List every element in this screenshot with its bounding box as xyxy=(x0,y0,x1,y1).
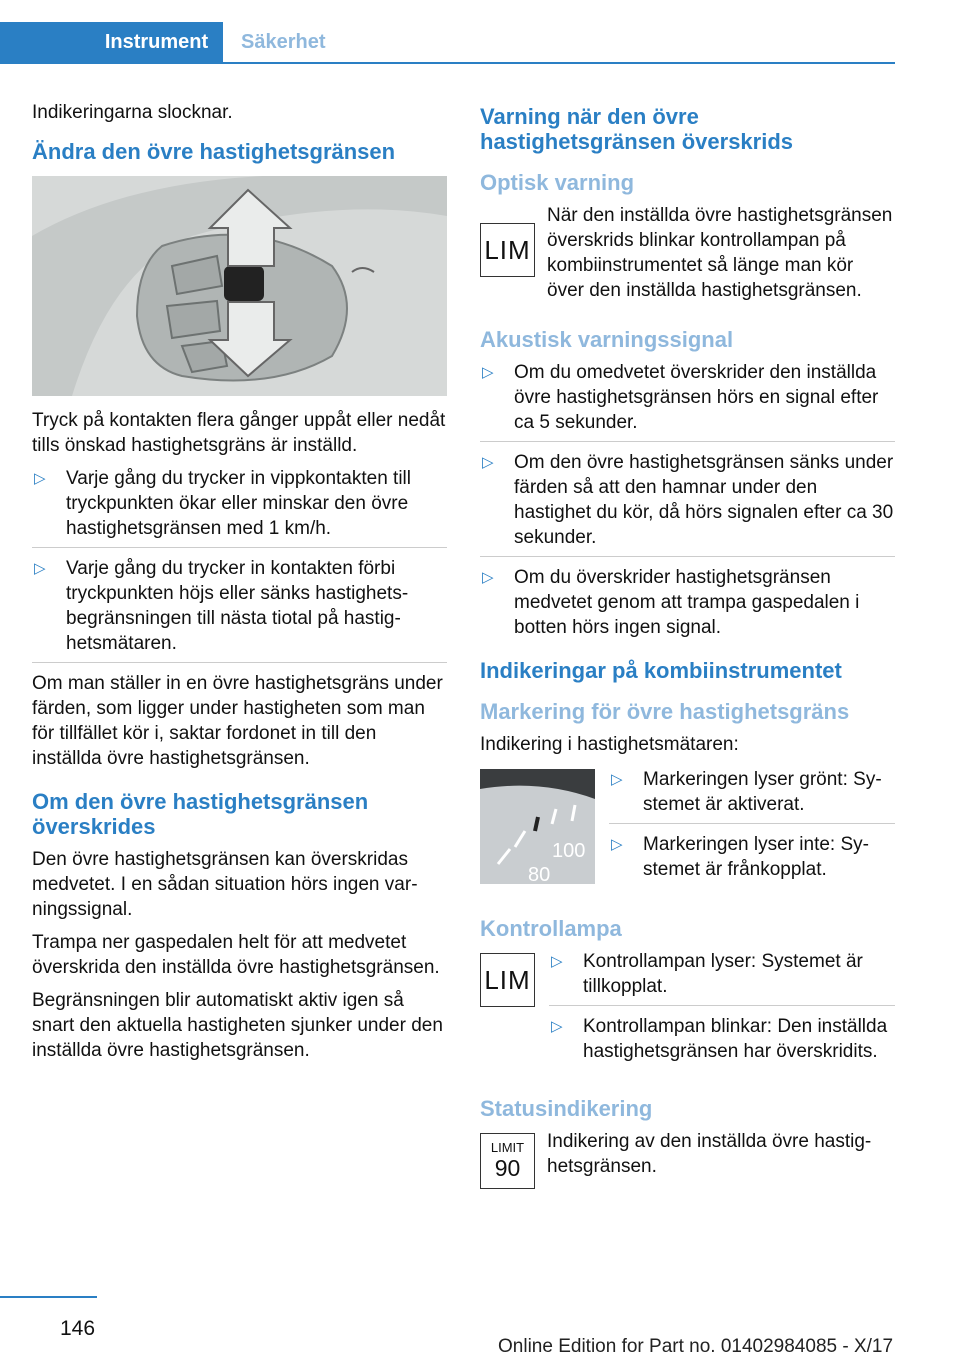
steering-wheel-figure xyxy=(32,176,447,396)
list-item: ▷ Varje gång du trycker in vippkontakten till tryckpunkten ökar eller minskar den övre hastighetsgränsen med 1 km/h. xyxy=(32,466,447,548)
paragraph: Tryck på kontakten flera gånger uppåt eller nedåt tills önskad hastighetsgräns är inställd. xyxy=(32,410,446,456)
list-item: ▷ Kontrollampan lyser: Systemet är tillkopplat. xyxy=(549,949,895,1006)
lim-icon: LIM xyxy=(480,953,535,1007)
paragraph: Indikering av den inställda övre hastighetsgränsen. xyxy=(547,1131,872,1177)
bullet-list xyxy=(549,949,895,1072)
list-item: ▷ Markeringen lyser grönt: Systemet är aktiverat. xyxy=(609,767,895,824)
paragraph: Den övre hastighetsgränsen kan överskridas medvetet. I en sådan situation hörs ingen varningssignal. xyxy=(32,849,418,920)
heading-status: Statusindikering xyxy=(480,1096,653,1121)
footer-rule xyxy=(0,1296,97,1298)
section-tabbar xyxy=(0,22,895,64)
paragraph: Indikeringarna slocknar. xyxy=(32,102,233,123)
heading-exceed: Om den övre hastighetsgränsen överskrides xyxy=(32,789,369,839)
list-item: ▷ Om du överskrider hastighetsgränsen medvetet genom att trampa gaspedalen i botten hörs ingen signal. xyxy=(480,565,895,640)
paragraph: Begränsningen blir automatiskt aktiv igen så snart den aktuella hastigheten sjunker under den inställda övre hastighetsgränsen. xyxy=(32,990,443,1061)
gauge-label-80: 80 xyxy=(528,864,551,884)
bullet-list xyxy=(609,767,895,890)
heading-optic: Optisk varning xyxy=(480,170,635,195)
bullet-list xyxy=(32,466,447,663)
heading-change-limit: Ändra den övre hastighetsgränsen xyxy=(32,139,396,164)
bullet-list xyxy=(480,360,895,640)
lamp-row xyxy=(480,949,895,1072)
page-footer xyxy=(0,1292,960,1362)
speedometer-image xyxy=(480,769,595,884)
optic-row xyxy=(480,203,895,311)
heading-marking: Markering för övre hastighetsgräns xyxy=(480,699,850,724)
lim-icon: LIM xyxy=(480,223,535,277)
heading-indicators: Indikeringar på kombiinstrumentet xyxy=(480,658,842,683)
status-row xyxy=(480,1129,895,1189)
page-number: 146 xyxy=(60,1317,96,1340)
gauge-label-100: 100 xyxy=(552,840,586,862)
marking-row xyxy=(480,769,895,890)
paragraph: Om man ställer in en övre hastighetsgräns under färden, som ligger under hastigheten som man för tillfället kör i, saktar fordonet in till den inställda övre hastighetsgränsen. xyxy=(32,673,443,769)
heading-acoustic: Akustisk varningssignal xyxy=(480,327,734,352)
right-column xyxy=(480,100,895,1189)
list-item: ▷ Markeringen lyser inte: Systemet är frånkopplat. xyxy=(609,832,895,882)
edition-text: Online Edition for Part no. 01402984085 - X/17 xyxy=(498,1336,894,1357)
left-column xyxy=(32,100,447,1071)
tab-instrument[interactable]: Instrument xyxy=(0,22,223,62)
list-item: ▷ Om den övre hastighetsgränsen sänks under färden så att den hamnar under den hastighet du kör, då hörs signalen efter ca 30 sekunder. xyxy=(480,450,895,557)
limit-90-icon xyxy=(480,1133,535,1189)
heading-warning: Varning när den övre hastighetsgränsen överskrids xyxy=(480,104,794,154)
limit-value: 90 xyxy=(494,1155,521,1181)
list-item: ▷ Kontrollampan blinkar: Den inställda hastighetsgränsen har överskridits. xyxy=(549,1014,895,1064)
list-item: ▷ Om du omedvetet överskrider den inställda övre hastighetsgränsen hörs en signal efter ca 5 sekunder. xyxy=(480,360,895,442)
paragraph: Trampa ner gaspedalen helt för att medvetet överskrida den inställda övre hastighetsgränsen. xyxy=(32,932,440,978)
limit-label: LIMIT xyxy=(490,1140,525,1155)
paragraph: Indikering i hastighetsmätaren: xyxy=(480,734,739,755)
steering-wheel-illustration xyxy=(32,176,447,396)
list-item: ▷ Varje gång du trycker in kontakten förbi tryckpunkten höjs eller sänks hastighetsbegränsningen till nästa tiotal på hastighetsmätaren. xyxy=(32,556,447,663)
tab-sakerhet[interactable]: Säkerhet xyxy=(241,30,326,53)
paragraph: När den inställda övre hastighetsgränsen överskrids blinkar kontrollampan på kombiinstrumentet så länge man kör över den inställda hastighetsgränsen. xyxy=(547,205,893,301)
heading-lamp: Kontrollampa xyxy=(480,916,622,941)
